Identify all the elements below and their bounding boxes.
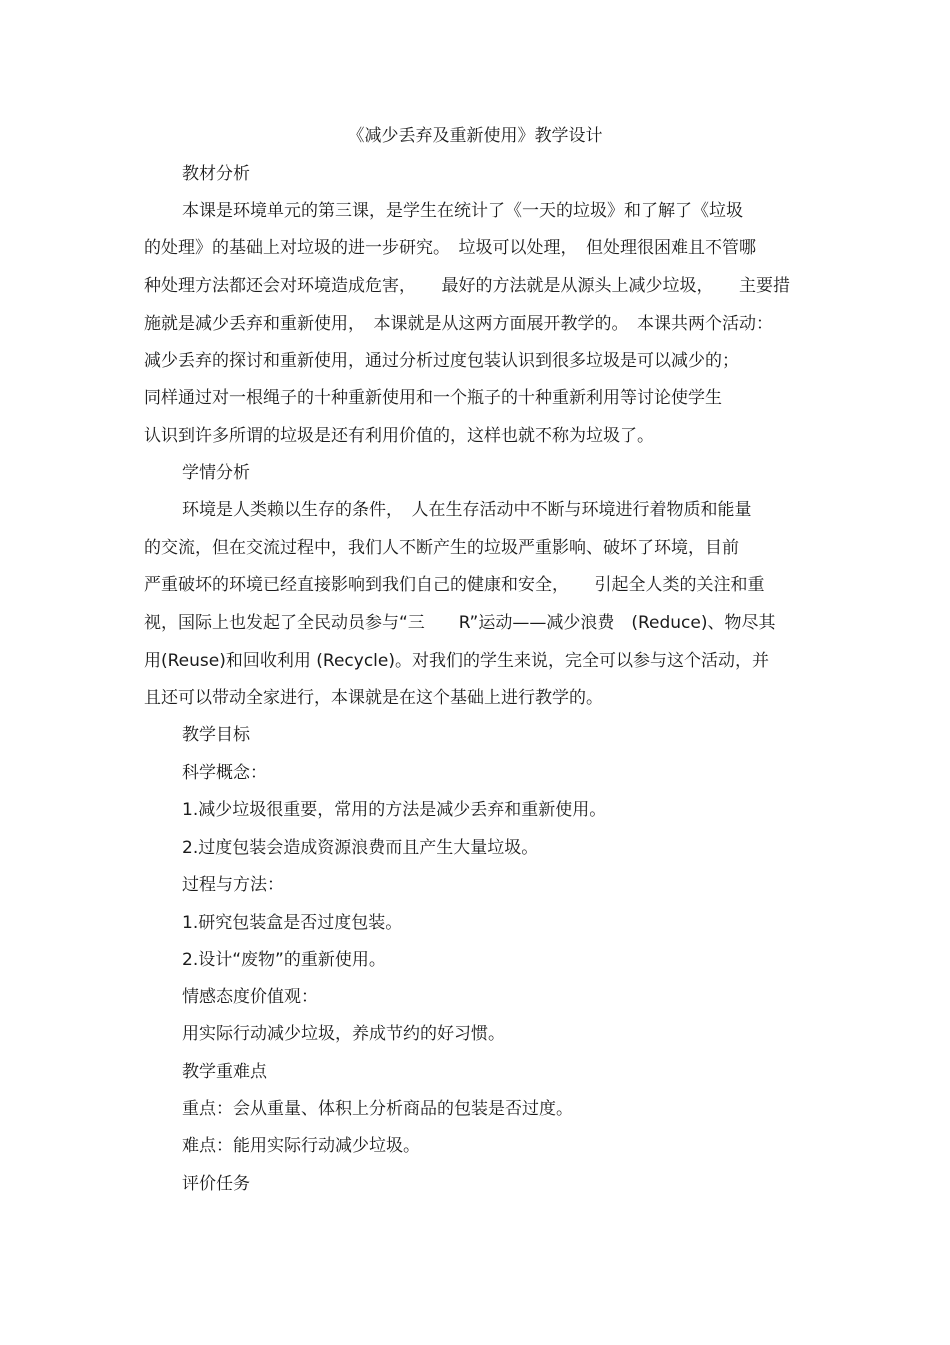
paragraph-line: 减少丢弃的探讨和重新使用，通过分析过度包装认识到很多垃圾是可以减少的； (144, 351, 739, 371)
paragraph-line: 本课是环境单元的第三课，是学生在统计了《一天的垃圾》和了解了《垃圾 (182, 201, 743, 221)
paragraph-line: 且还可以带动全家进行，本课就是在这个基础上进行教学的。 (144, 688, 603, 708)
paragraph-line: 同样通过对一根绳子的十种重新使用和一个瓶子的十种重新利用等讨论使学生 (144, 388, 722, 408)
list-item: 用实际行动减少垃圾，养成节约的好习惯。 (182, 1024, 505, 1044)
subheading-attitudes-values: 情感态度价值观： (182, 987, 318, 1007)
list-item: 2.设计“废物”的重新使用。 (182, 950, 386, 970)
paragraph-line: 严重破坏的环境已经直接影响到我们自己的健康和安全， 引起全人类的关注和重 (144, 575, 765, 595)
list-item: 2.过度包装会造成资源浪费而且产生大量垃圾。 (182, 838, 539, 858)
paragraph-line: 施就是减少丢弃和重新使用， 本课就是从这两方面展开教学的。 本课共两个活动： (144, 314, 773, 334)
subheading-process-methods: 过程与方法： (182, 875, 284, 895)
document-title: 《减少丢弃及重新使用》教学设计 (347, 126, 603, 146)
paragraph-line: 种处理方法都还会对环境造成危害， 最好的方法就是从源头上减少垃圾， 主要措 (144, 276, 790, 296)
section-heading-textbook-analysis: 教材分析 (182, 164, 250, 184)
subheading-science-concepts: 科学概念： (182, 763, 267, 783)
section-heading-teaching-goals: 教学目标 (182, 725, 250, 745)
paragraph-line: 认识到许多所谓的垃圾是还有利用价值的，这样也就不称为垃圾了。 (144, 426, 654, 446)
list-item: 重点：会从重量、体积上分析商品的包装是否过度。 (182, 1099, 573, 1119)
paragraph-line: 环境是人类赖以生存的条件， 人在生存活动中不断与环境进行着物质和能量 (182, 500, 752, 520)
list-item: 1.减少垃圾很重要，常用的方法是减少丢弃和重新使用。 (182, 800, 607, 820)
paragraph-line: 视，国际上也发起了全民动员参与“三 R”运动——减少浪费 (Reduce)、物尽其 (144, 613, 776, 633)
list-item: 1.研究包装盒是否过度包装。 (182, 913, 403, 933)
section-heading-key-points: 教学重难点 (182, 1062, 267, 1082)
section-heading-student-analysis: 学情分析 (182, 463, 250, 483)
paragraph-line: 的处理》的基础上对垃圾的进一步研究。 垃圾可以处理， 但处理很困难且不管哪 (144, 238, 756, 258)
paragraph-line: 的交流，但在交流过程中，我们人不断产生的垃圾严重影响、破坏了环境，目前 (144, 538, 739, 558)
paragraph-line: 用(Reuse)和回收利用 (Recycle)。对我们的学生来说，完全可以参与这个活动，并 (144, 651, 769, 671)
section-heading-evaluation-tasks: 评价任务 (182, 1174, 250, 1194)
list-item: 难点：能用实际行动减少垃圾。 (182, 1136, 420, 1156)
